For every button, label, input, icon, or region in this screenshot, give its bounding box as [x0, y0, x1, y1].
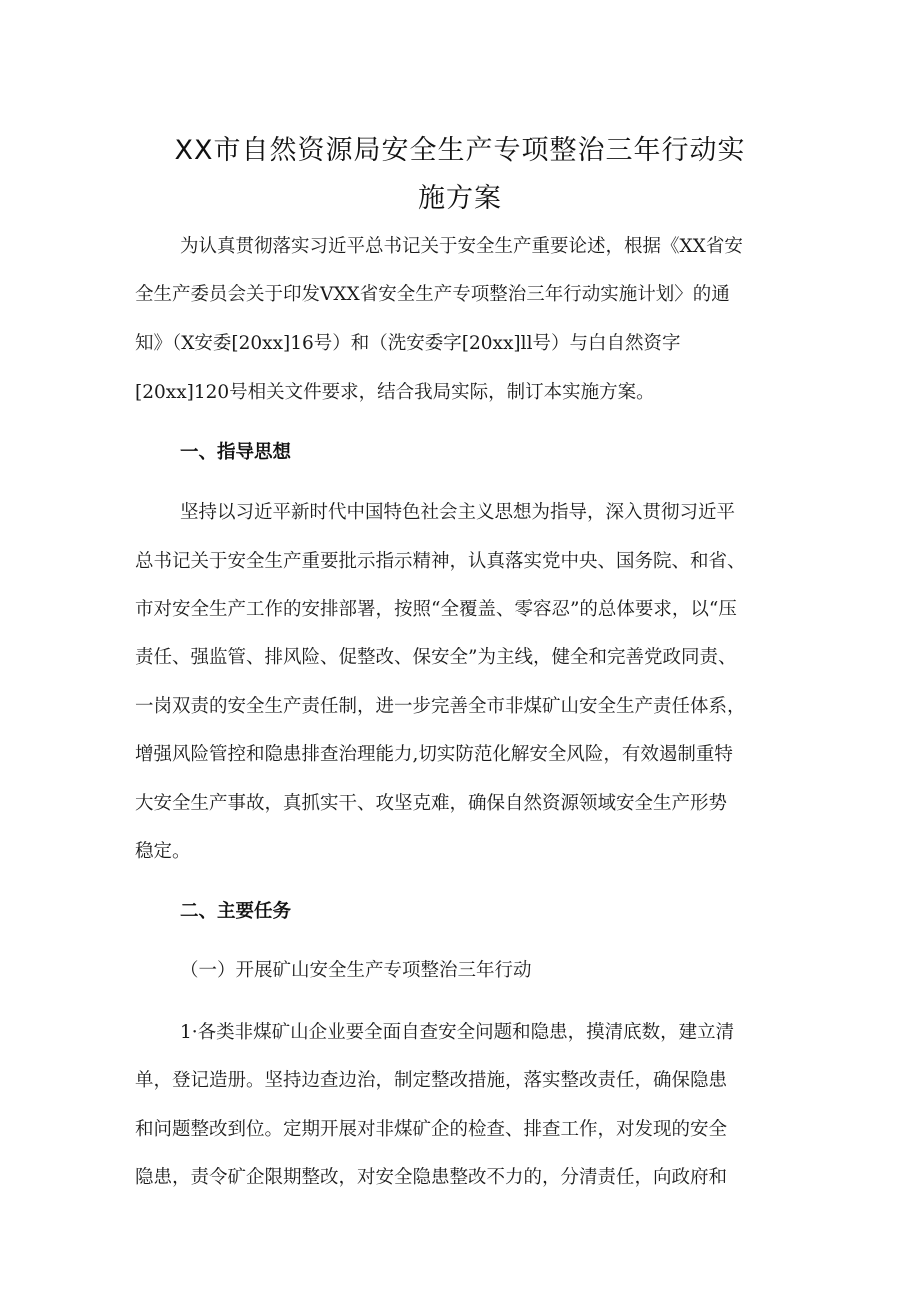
section-1-line: 稳定。 [135, 841, 191, 862]
section-1-line: 一岗双责的安全生产责任制，进一步完善全市非煤矿山安全生产责任体系， [135, 696, 746, 717]
section-1-line: 责任、强监管、排风险、促整改、保安全”为主线，健全和完善党政同责、 [135, 647, 737, 668]
item-1-line: 隐患，责令矿企限期整改，对安全隐患整改不力的，分清责任，向政府和 [135, 1167, 728, 1188]
section-1-line: 坚持以习近平新时代中国特色社会主义思想为指导，深入贯彻习近平 [180, 502, 736, 523]
section-1-line: 总书记关于安全生产重要批示指示精神，认真落实党中央、国务院、和省、 [135, 551, 746, 572]
intro-line: 知》（X安委[20xx]16号）和（洗安委字[20xx]ll号）与白自然资字 [135, 333, 681, 354]
section-1-line: 增强风险管控和隐患排查治理能力,切实防范化解安全风险，有效遏制重特 [135, 744, 733, 765]
item-1-line: 和问题整改到位。定期开展对非煤矿企的检查、排查工作，对发现的安全 [135, 1119, 728, 1140]
document-title-line-2: 施方案 [418, 183, 502, 214]
subsection-1-heading: （一）开展矿山安全生产专项整治三年行动 [180, 960, 532, 981]
item-1-line: 单，登记造册。坚持边查边治，制定整改措施，落实整改责任，确保隐患 [135, 1070, 728, 1091]
section-1-heading: 一、指导思想 [180, 442, 292, 463]
document-title-line-1: XX市自然资源局安全生产专项整治三年行动实 [174, 135, 746, 166]
intro-line: [20xx]120号相关文件要求，结合我局实际，制订本实施方案。 [135, 382, 655, 403]
section-1-line: 市对安全生产工作的安排部署，按照“全覆盖、零容忍”的总体要求，以“压 [135, 599, 737, 620]
section-1-line: 大安全生产事故，真抓实干、攻坚克难，确保自然资源领域安全生产形势 [135, 793, 728, 814]
intro-line: 为认真贯彻落实习近平总书记关于安全生产重要论述，根据《XX省安 [180, 236, 743, 257]
intro-line: 全生产委员会关于印发VXX省安全生产专项整治三年行动实施计划〉的通 [135, 284, 730, 305]
section-2-heading: 二、主要任务 [180, 901, 292, 922]
item-1-line: 1·各类非煤矿山企业要全面自查安全问题和隐患，摸清底数，建立清 [180, 1022, 735, 1043]
